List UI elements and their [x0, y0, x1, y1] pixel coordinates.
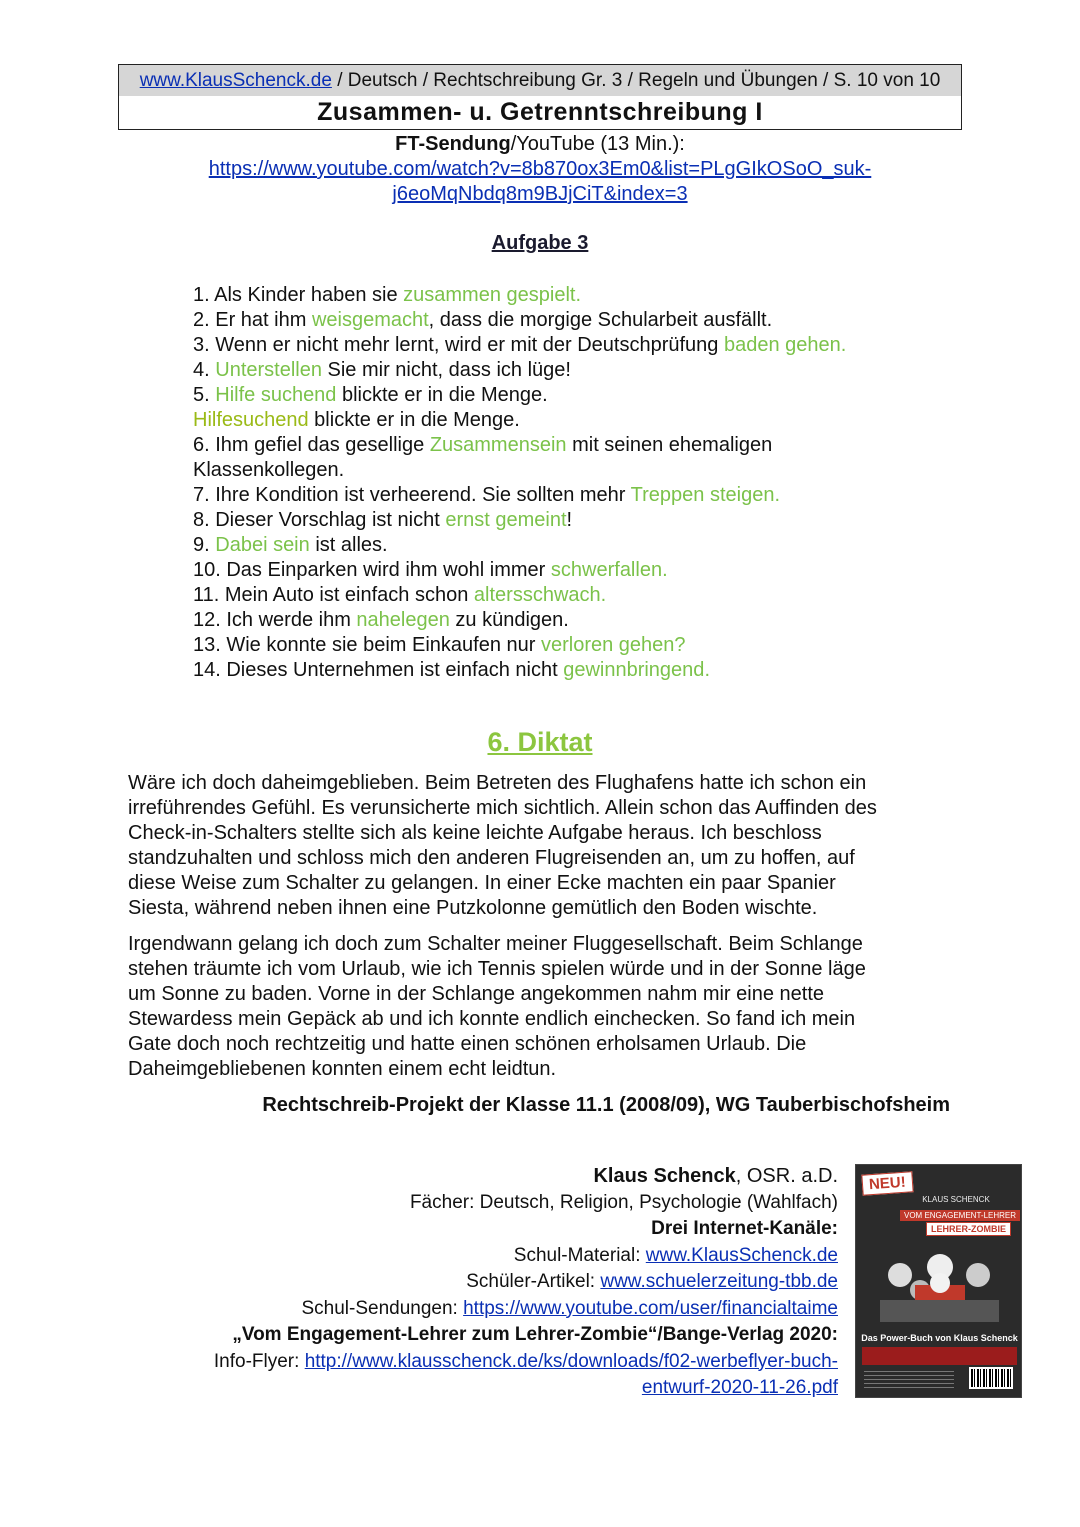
task-text: 11. Mein Auto ist einfach schon	[193, 584, 474, 606]
task-answer: gewinnbringend	[563, 659, 705, 681]
kanaele-heading: Drei Internet-Kanäle:	[651, 1218, 838, 1239]
task-text-end: zu kündigen.	[449, 609, 569, 631]
book-tag-top: VOM ENGAGEMENT-LEHRER	[900, 1210, 1020, 1221]
book-subtitle: Das Power-Buch von Klaus Schenck	[861, 1333, 1018, 1343]
aufgabe-title: Aufgabe 3	[491, 232, 589, 254]
book-illustration	[870, 1245, 1009, 1325]
video-label-bold: FT-Sendung	[395, 133, 511, 155]
diktat-line: um Sonne zu baden. Vorne in der Schlange angekommen nahm mir eine nette	[128, 983, 824, 1005]
task-text: 9.	[193, 534, 216, 556]
header-box	[118, 64, 962, 130]
diktat-line: Gate doch noch rechtzeitig und hatte einen schönen erholsamen Urlaub. Die	[128, 1033, 807, 1055]
author-name-line: Klaus Schenck, OSR. a.D.	[593, 1165, 838, 1187]
task-text: 5.	[193, 384, 216, 406]
diktat-line: Wäre ich doch daheimgeblieben. Beim Betreten des Flughafens hatte ich schon ein	[128, 772, 867, 794]
video-label-rest: /YouTube (13 Min.):	[510, 133, 685, 155]
diktat-line: Irgendwann gelang ich doch zum Schalter meiner Fluggesellschaft. Beim Schlange	[128, 933, 863, 955]
book-cover-image	[855, 1164, 1022, 1398]
task-text: 6. Ihm gefiel das gesellige	[193, 434, 430, 456]
diktat-paragraph-2	[128, 932, 968, 1082]
task-text-end: , dass die morgige Schularbeit ausfällt.	[428, 309, 773, 331]
task-text: 4.	[193, 359, 216, 381]
task-text-end: .	[600, 584, 607, 606]
schueler-artikel-line: Schüler-Artikel: www.schuelerzeitung-tbb.de	[466, 1271, 838, 1292]
page-title: Zusammen- u. Getrenntschreibung I	[119, 96, 961, 129]
task-item	[193, 308, 953, 333]
flyer-line-2	[214, 1375, 838, 1402]
task-item	[193, 508, 953, 533]
task-text: 1. Als Kinder haben sie	[193, 284, 404, 306]
task-text: 7. Ihre Kondition ist verheerend. Sie sollten mehr	[193, 484, 631, 506]
diktat-title: 6. Diktat	[487, 727, 593, 757]
task-text-end: !	[566, 509, 573, 531]
task-text: 3. Wenn er nicht mehr lernt, wird er mit der Deutschprüfung	[193, 334, 724, 356]
diktat-line: diese Weise zum Schalter zu gelangen. In einer Ecke machten ein paar Spanier	[128, 872, 836, 894]
task-text: 12. Ich werde ihm	[193, 609, 357, 631]
task-text: 2. Er hat ihm	[193, 309, 312, 331]
task-answer: verloren gehen	[540, 634, 675, 656]
task-item	[193, 633, 953, 658]
task-item	[193, 658, 953, 683]
schueler-artikel-link[interactable]: www.schuelerzeitung-tbb.de	[600, 1271, 838, 1292]
video-url-line2[interactable]: j6eoMqNbdq8m9BJjCiT&index=3	[392, 183, 688, 205]
task-answer: Dabei sein	[215, 534, 310, 556]
new-badge: NEU!	[861, 1171, 913, 1195]
task-item	[193, 608, 953, 633]
book-line: „Vom Engagement-Lehrer zum Lehrer-Zombie“/Bange-Verlag 2020:	[232, 1324, 838, 1345]
book-fine-print	[864, 1371, 954, 1391]
task-item	[193, 558, 953, 583]
barcode-icon	[969, 1367, 1013, 1389]
task-item	[193, 283, 953, 308]
task-item	[193, 458, 953, 483]
task-item	[193, 358, 953, 383]
flyer-link-continued[interactable]: entwurf-2020-11-26.pdf	[641, 1377, 838, 1398]
author-footer	[214, 1163, 838, 1402]
diktat-line: Check-in-Schalters stellte sich als keine leichte Aufgabe heraus. Ich beschloss	[128, 822, 822, 844]
task-item	[193, 583, 953, 608]
task-text-end: ist alles.	[309, 534, 388, 556]
task-answer: nahelegen	[356, 609, 450, 631]
header-breadcrumb-bar	[119, 65, 961, 96]
schul-sendungen-line: Schul-Sendungen: https://www.youtube.com/user/financialtaime	[301, 1297, 838, 1319]
task-text-end: blickte er in die Menge.	[336, 384, 548, 406]
task-text: 10. Das Einparken wird ihm wohl immer	[193, 559, 551, 581]
task-answer: zusammen gespielt	[403, 284, 576, 306]
diktat-line: standzuhalten und schloss mich den anderen Flugreisenden an, um zu hoffen, auf	[128, 847, 855, 869]
task-answer: Hilfe suchend	[215, 384, 337, 406]
author-name: Klaus Schenck	[593, 1165, 736, 1187]
schul-sendungen-link[interactable]: https://www.youtube.com/user/financialtaime	[463, 1297, 838, 1319]
diktat-line: Stewardess mein Gepäck ab und ich konnte endlich einchecken. So fand ich mein	[128, 1008, 856, 1030]
task-text-end: mit seinen ehemaligen	[566, 434, 773, 456]
task-text-end: Sie mir nicht, dass ich lüge!	[321, 359, 571, 381]
book-red-bar	[862, 1347, 1017, 1365]
faecher-line: Fächer: Deutsch, Religion, Psychologie (Wahlfach)	[409, 1191, 838, 1213]
video-url-line1[interactable]: https://www.youtube.com/watch?v=8b870ox3Em0&list=PLgGIkOSoO_suk-	[208, 158, 872, 180]
diktat-paragraph-1	[128, 771, 968, 921]
diktat-credit: Rechtschreib-Projekt der Klasse 11.1 (2008/09), WG Tauberbischofsheim	[262, 1094, 950, 1116]
flyer-link[interactable]: http://www.klausschenck.de/ks/downloads/f02-werbeflyer-buch-	[304, 1350, 838, 1372]
diktat-line: irreführendes Gefühl. Es verunsicherte mich sichtlich. Allein schon das Auffinden des	[128, 797, 877, 819]
video-label	[0, 133, 1080, 156]
task-text-end: ?	[674, 634, 686, 656]
task-answer: schwerfallen	[550, 559, 663, 581]
book-tag-main: LEHRER-ZOMBIE	[926, 1222, 1011, 1236]
task-text: 13. Wie konnte sie beim Einkaufen nur	[193, 634, 541, 656]
task-answer: Unterstellen	[215, 359, 322, 381]
schul-material-link[interactable]: www.KlausSchenck.de	[645, 1244, 838, 1266]
task-text: 8. Dieser Vorschlag ist nicht	[193, 509, 446, 531]
diktat-line: stehen träumte ich vom Urlaub, wie ich Tennis spielen würde und in der Sonne läge	[128, 958, 866, 980]
task-text-end: blickte er in die Menge.	[308, 409, 520, 431]
task-item	[193, 533, 953, 558]
task-answer: Hilfesuchend	[193, 409, 309, 431]
task-text: Klassenkollegen.	[193, 459, 345, 481]
task-answer: weisgemacht	[311, 309, 429, 331]
task-list	[193, 283, 953, 683]
task-answer: Treppen steigen	[630, 484, 775, 506]
task-text-end: .	[704, 659, 710, 681]
task-item	[193, 483, 953, 508]
task-item	[193, 383, 953, 408]
site-link[interactable]: www.KlausSchenck.de	[139, 70, 332, 91]
task-item	[193, 433, 953, 458]
task-item	[193, 408, 953, 433]
task-answer: ernst gemeint	[445, 509, 567, 531]
flyer-line: Info-Flyer: http://www.klausschenck.de/ks/downloads/f02-werbeflyer-buch-	[213, 1350, 838, 1372]
task-text: 14. Dieses Unternehmen ist einfach nicht	[193, 659, 564, 681]
diktat-line: Daheimgebliebenen konnten einem echt leidtun.	[128, 1058, 557, 1080]
task-text-end: .	[662, 559, 668, 581]
task-answer: baden gehen	[723, 334, 841, 356]
diktat-line: Siesta, während neben ihnen eine Putzkolonne gemütlich den Boden wischte.	[128, 897, 818, 919]
task-item	[193, 333, 953, 358]
task-text-end: .	[774, 484, 781, 506]
task-text-end: .	[840, 334, 847, 356]
schul-material-line: Schul-Material: www.KlausSchenck.de	[513, 1244, 838, 1266]
breadcrumb: / Deutsch / Rechtschreibung Gr. 3 / Regeln und Übungen / S. 10 von 10	[331, 70, 941, 91]
task-answer: altersschwach	[473, 584, 601, 606]
task-text-end: .	[575, 284, 582, 306]
book-author-small: KLAUS SCHENCK	[922, 1195, 990, 1204]
task-answer: Zusammensein	[429, 434, 567, 456]
